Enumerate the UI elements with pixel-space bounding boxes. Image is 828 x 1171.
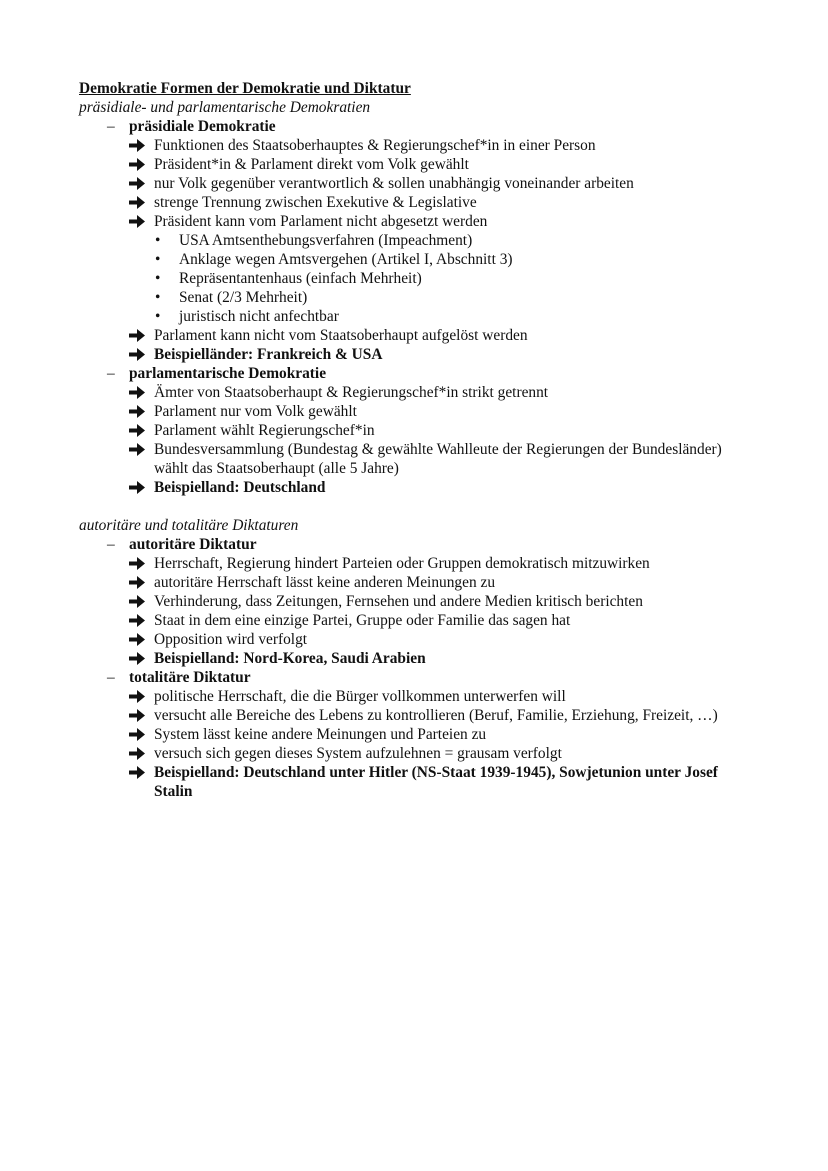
bullet-item-text: USA Amtsenthebungsverfahren (Impeachment) [179, 232, 473, 249]
list-item [0, 744, 828, 763]
dash-marker: – [107, 536, 115, 553]
arrow-right-icon [129, 595, 145, 608]
list-item [0, 687, 828, 706]
subsection-label: parlamentarische Demokratie [129, 365, 327, 382]
list-item-text: Herrschaft, Regierung hindert Parteien oder Gruppen demokratisch mitzuwirken [154, 555, 650, 572]
arrow-right-icon [129, 557, 145, 570]
list-item-text: Opposition wird verfolgt [154, 631, 308, 648]
list-item [0, 611, 828, 630]
arrow-right-icon [129, 386, 145, 399]
list-item-text: politische Herrschaft, die die Bürger vollkommen unterwerfen will [154, 688, 566, 705]
arrow-right-icon [129, 158, 145, 171]
bullet-icon: • [155, 308, 161, 325]
example-text: Beispielländer: Frankreich & USA [154, 346, 383, 363]
bullet-icon: • [155, 289, 161, 306]
subsection-label: autoritäre Diktatur [129, 536, 257, 553]
example-item [0, 478, 828, 497]
arrow-right-icon [129, 652, 145, 665]
arrow-right-icon [129, 709, 145, 722]
bullet-item-text: Anklage wegen Amtsvergehen (Artikel I, Abschnitt 3) [179, 251, 513, 268]
bullet-item [0, 269, 828, 288]
subsection-autoritaer [0, 535, 828, 554]
spacer [0, 497, 828, 516]
list-item [0, 136, 828, 155]
bullet-item [0, 231, 828, 250]
list-item-text: versuch sich gegen dieses System aufzulehnen = grausam verfolgt [154, 745, 562, 762]
section-heading-demokratien: präsidiale- und parlamentarische Demokratien [79, 99, 371, 116]
example-item [0, 345, 828, 364]
list-item [0, 554, 828, 573]
example-item [0, 763, 828, 801]
list-item-text: System lässt keine andere Meinungen und Parteien zu [154, 726, 487, 743]
list-item [0, 706, 828, 725]
dash-marker: – [107, 118, 115, 135]
arrow-right-icon [129, 747, 145, 760]
list-item [0, 421, 828, 440]
subsection-totalitaer [0, 668, 828, 687]
bullet-item-text: Repräsentantenhaus (einfach Mehrheit) [179, 270, 422, 287]
list-item-text: versucht alle Bereiche des Lebens zu kontrollieren (Beruf, Familie, Erziehung, Freizeit, …) [154, 707, 718, 724]
bullet-item [0, 288, 828, 307]
arrow-right-icon [129, 443, 145, 456]
list-item-text: Funktionen des Staatsoberhauptes & Regierungschef*in in einer Person [154, 137, 596, 154]
document-title: Demokratie Formen der Demokratie und Diktatur [79, 80, 411, 97]
bullet-item-text: juristisch nicht anfechtbar [179, 308, 339, 325]
list-item [0, 440, 828, 478]
list-item [0, 212, 828, 231]
list-item-text: Verhinderung, dass Zeitungen, Fernsehen und andere Medien kritisch berichten [154, 593, 643, 610]
list-item [0, 383, 828, 402]
list-item-text: Präsident*in & Parlament direkt vom Volk gewählt [154, 156, 469, 173]
list-item-text: Ämter von Staatsoberhaupt & Regierungschef*in strikt getrennt [154, 384, 549, 401]
list-item [0, 155, 828, 174]
list-item-text: strenge Trennung zwischen Exekutive & Legislative [154, 194, 477, 211]
arrow-right-icon [129, 481, 145, 494]
arrow-right-icon [129, 215, 145, 228]
dash-marker: – [107, 669, 115, 686]
arrow-right-icon [129, 766, 145, 779]
subsection-label: totalitäre Diktatur [129, 669, 251, 686]
example-text: Beispielland: Deutschland [154, 479, 326, 496]
list-item-text: Staat in dem eine einzige Partei, Gruppe oder Familie das sagen hat [154, 612, 571, 629]
list-item [0, 174, 828, 193]
list-item-text: Bundesversammlung (Bundestag & gewählte Wahlleute der Regierungen der Bundesländer) wählt das Staatsoberhaupt (alle 5 Jahre) [154, 441, 722, 477]
arrow-right-icon [129, 424, 145, 437]
arrow-right-icon [129, 614, 145, 627]
bullet-icon: • [155, 232, 161, 249]
list-item-text: autoritäre Herrschaft lässt keine anderen Meinungen zu [154, 574, 496, 591]
bullet-item [0, 250, 828, 269]
subsection-label: präsidiale Demokratie [129, 118, 276, 135]
arrow-right-icon [129, 177, 145, 190]
example-item [0, 649, 828, 668]
example-text: Beispielland: Nord-Korea, Saudi Arabien [154, 650, 426, 667]
arrow-right-icon [129, 405, 145, 418]
example-text: Beispielland: Deutschland unter Hitler (NS-Staat 1939-1945), Sowjetunion unter Josef Stalin [154, 764, 718, 800]
list-item [0, 630, 828, 649]
list-item-text: Parlament kann nicht vom Staatsoberhaupt aufgelöst werden [154, 327, 528, 344]
arrow-right-icon [129, 348, 145, 361]
bullet-item [0, 307, 828, 326]
list-item [0, 326, 828, 345]
list-item-text: nur Volk gegenüber verantwortlich & sollen unabhängig voneinander arbeiten [154, 175, 634, 192]
bullet-icon: • [155, 270, 161, 287]
arrow-right-icon [129, 690, 145, 703]
arrow-right-icon [129, 728, 145, 741]
dash-marker: – [107, 365, 115, 382]
arrow-right-icon [129, 139, 145, 152]
list-item [0, 725, 828, 744]
list-item [0, 193, 828, 212]
list-item [0, 573, 828, 592]
bullet-icon: • [155, 251, 161, 268]
subsection-praesidial [0, 117, 828, 136]
section-heading-diktaturen: autoritäre und totalitäre Diktaturen [79, 517, 299, 534]
bullet-item-text: Senat (2/3 Mehrheit) [179, 289, 308, 306]
arrow-right-icon [129, 633, 145, 646]
list-item [0, 402, 828, 421]
arrow-right-icon [129, 329, 145, 342]
arrow-right-icon [129, 576, 145, 589]
subsection-parlamentarisch [0, 364, 828, 383]
list-item-text: Parlament nur vom Volk gewählt [154, 403, 357, 420]
list-item-text: Parlament wählt Regierungschef*in [154, 422, 375, 439]
list-item [0, 592, 828, 611]
list-item-text: Präsident kann vom Parlament nicht abgesetzt werden [154, 213, 488, 230]
arrow-right-icon [129, 196, 145, 209]
